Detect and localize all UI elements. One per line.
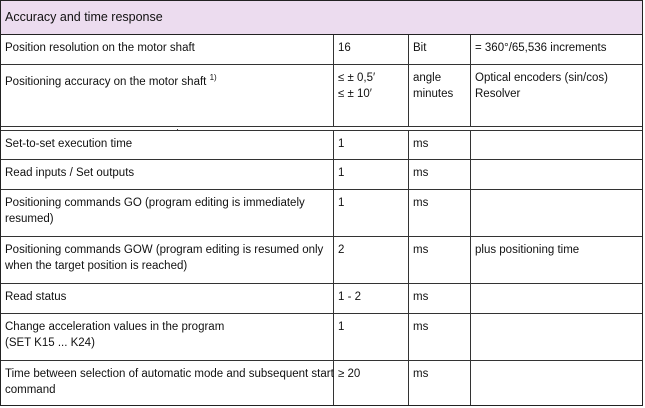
- unit-cell: ms: [409, 314, 471, 360]
- table-row: [1, 314, 642, 361]
- unit-cell: ms: [409, 131, 471, 159]
- unit-cell: ms: [409, 160, 471, 189]
- remark-cell: [471, 190, 642, 236]
- table-header: [1, 1, 642, 35]
- value-cell: 1: [334, 314, 409, 360]
- unit-cell: angle minutes: [409, 65, 471, 126]
- table-row: [1, 160, 642, 190]
- unit-cell: Bit: [409, 35, 471, 64]
- table-row: [1, 361, 642, 405]
- parameter-cell: Read inputs / Set outputs: [1, 160, 334, 189]
- table-row: [1, 130, 642, 160]
- unit-cell: ms: [409, 284, 471, 313]
- table-row: [1, 237, 642, 284]
- value-cell: 2: [334, 237, 409, 283]
- table-row: [1, 284, 642, 314]
- table-title: Accuracy and time response: [5, 10, 163, 24]
- table-row: [1, 35, 642, 65]
- value-cell: 1: [334, 131, 409, 159]
- parameter-cell: Positioning accuracy on the motor shaft $^{1)}$: [1, 65, 334, 126]
- parameter-cell: Read status: [1, 284, 334, 313]
- remark-cell: Optical encoders (sin/cos) Resolver: [475, 72, 608, 100]
- parameter-cell: Positioning commands GO (program editing is immediately resumed): [1, 190, 334, 236]
- parameter-cell: Set-to-set execution time: [1, 131, 334, 159]
- parameter-cell: Change acceleration values in the program (SET K15 ... K24): [1, 314, 334, 360]
- parameter-cell: Positioning commands GOW (program editing is resumed only when the target position is reached): [1, 237, 334, 283]
- remark-cell: = 360°/65,536 increments: [475, 42, 607, 54]
- footnote-marker: 1): [209, 73, 217, 82]
- parameter-cell: Time between selection of automatic mode and subsequent start command: [1, 361, 334, 405]
- remark-cell: [471, 160, 642, 189]
- table-row: [1, 190, 642, 237]
- unit-cell: ms: [409, 237, 471, 283]
- parameter-cell: Position resolution on the motor shaft: [1, 35, 334, 64]
- value-cell: ≤ ± 0,5′ ≤ ± 10′: [334, 65, 409, 126]
- table-row: [1, 65, 642, 127]
- remark-cell: plus positioning time: [475, 244, 580, 256]
- remark-cell: [471, 361, 642, 405]
- remark-cell: [471, 284, 642, 313]
- remark-cell: [471, 131, 642, 159]
- value-cell: 1: [334, 160, 409, 189]
- value-cell: ≥ 20: [334, 361, 409, 405]
- value-cell: 16: [334, 35, 409, 64]
- unit-cell: ms: [409, 190, 471, 236]
- value-cell: 1 - 2: [334, 284, 409, 313]
- unit-cell: ms: [409, 361, 471, 405]
- remark-cell: [471, 314, 642, 360]
- value-cell: 1: [334, 190, 409, 236]
